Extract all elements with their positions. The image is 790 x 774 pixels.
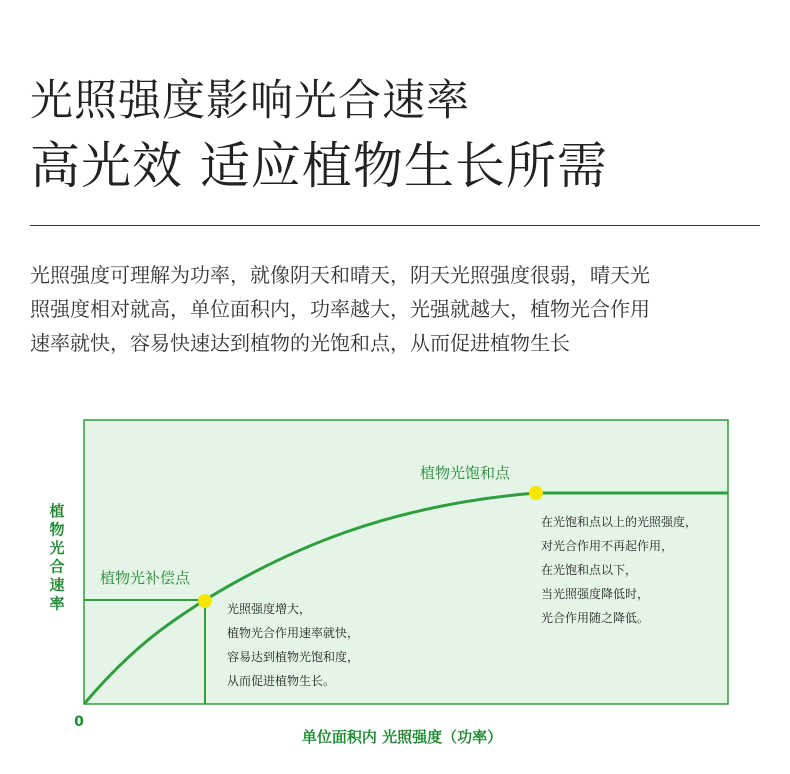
note-right-line: 光合作用随之降低。 bbox=[541, 611, 650, 625]
compensation-point-marker bbox=[198, 594, 212, 608]
plot-area bbox=[84, 420, 728, 704]
saturation-point-label: 植物光饱和点 bbox=[420, 464, 511, 482]
note-right-line: 当光照强度降低时， bbox=[541, 587, 650, 601]
note-right-line: 在光饱和点以上的光照强度， bbox=[541, 515, 698, 529]
note-left-line: 光照强度增大， bbox=[227, 602, 312, 616]
y-axis-label-char: 合 bbox=[49, 557, 65, 576]
origin-label: 0 bbox=[74, 714, 84, 730]
divider bbox=[30, 225, 760, 226]
note-right-line: 对光合作用不再起作用， bbox=[541, 539, 674, 553]
y-axis-label-char: 光 bbox=[49, 539, 65, 557]
title-block bbox=[30, 72, 608, 200]
note-left-line: 植物光合作用速率就快， bbox=[227, 626, 360, 640]
y-axis-label-char: 速 bbox=[49, 576, 65, 594]
compensation-point-label: 植物光补偿点 bbox=[100, 569, 191, 587]
description-line: 光照强度可理解为功率，就像阴天和晴天，阴天光照强度很弱，晴天光 bbox=[30, 263, 650, 287]
note-left-line: 容易达到植物光饱和度， bbox=[227, 650, 360, 664]
diagram-svg bbox=[0, 380, 790, 770]
description-paragraph bbox=[30, 258, 770, 360]
note-left-line: 从而促进植物生长。 bbox=[227, 674, 336, 688]
description-line: 照强度相对就高，单位面积内，功率越大，光强就越大，植物光合作用 bbox=[30, 297, 650, 321]
y-axis-label-char: 植 bbox=[49, 502, 65, 520]
page-subtitle: 高光效 适应植物生长所需 bbox=[30, 137, 608, 195]
photosynthesis-diagram bbox=[0, 380, 790, 770]
description-line: 速率就快，容易快速达到植物的光饱和点，从而促进植物生长 bbox=[30, 331, 570, 355]
saturation-point-marker bbox=[529, 486, 543, 500]
y-axis-label-char: 率 bbox=[49, 594, 65, 613]
note-right-line: 在光饱和点以下， bbox=[541, 563, 638, 577]
page-title: 光照强度影响光合速率 bbox=[30, 76, 470, 126]
y-axis-label-char: 物 bbox=[49, 520, 65, 539]
x-axis-label: 单位面积内 光照强度（功率） bbox=[301, 728, 503, 746]
y-axis-label bbox=[49, 502, 64, 613]
